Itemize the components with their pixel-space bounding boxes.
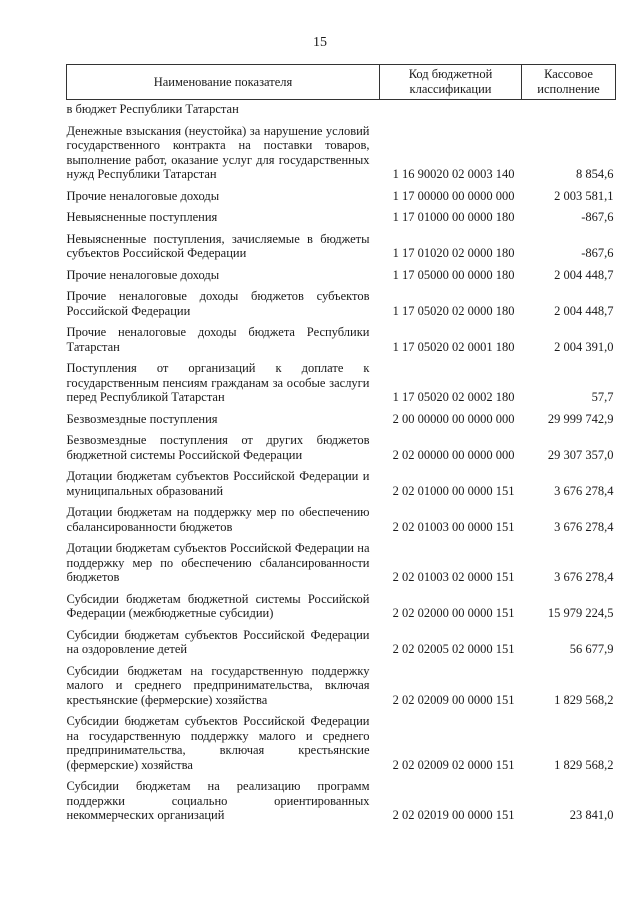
row-code: 2 02 02005 02 0000 151 (392, 642, 515, 656)
row-amount: 15 979 224,5 (547, 606, 614, 620)
table-row (67, 318, 616, 354)
table-row (67, 354, 616, 405)
row-code: 2 02 02009 02 0000 151 (392, 757, 515, 772)
header-amount: Кассовое исполнение (522, 65, 616, 100)
row-name: в бюджет Республики Татарстан (66, 102, 239, 116)
row-code: 2 02 02019 00 0000 151 (392, 808, 515, 822)
budget-table (66, 64, 616, 823)
row-amount: 3 676 278,4 (554, 519, 614, 534)
row-code: 2 02 02009 00 0000 151 (392, 692, 515, 707)
row-name: Субсидии бюджетам субъектов Российской Федерации на оздоровление детей (66, 627, 370, 656)
row-name: Прочие неналоговые доходы (66, 188, 220, 203)
page-number: 15 (313, 35, 327, 50)
row-amount: 29 999 742,9 (547, 411, 614, 426)
row-code: 1 17 01020 02 0000 180 (392, 246, 515, 260)
row-amount: 2 004 448,7 (554, 303, 614, 318)
row-name: Прочие неналоговые доходы (66, 267, 220, 282)
table-row (67, 462, 616, 498)
row-amount: 3 676 278,4 (554, 570, 614, 584)
row-name: Невыясненные поступления (66, 210, 218, 224)
row-name: Невыясненные поступления, зачисляемые в бюджеты субъектов Российской Федерации (66, 231, 370, 260)
table-row (67, 772, 616, 823)
row-code: 1 17 01000 00 0000 180 (392, 210, 515, 224)
row-name: Денежные взыскания (неустойка) за нарушение условий государственного контракта на поставки товаров, выполнение работ, оказание услуг для государственных нужд Республики Татарстан (66, 123, 370, 181)
row-name: Субсидии бюджетам на государственную поддержку малого и среднего предпринимательства, включая крестьянские (фермерские) хозяйства (66, 663, 370, 707)
row-code: 1 17 00000 00 0000 000 (392, 188, 515, 203)
row-name: Безвозмездные поступления от других бюджетов бюджетной системы Российской Федерации (66, 433, 370, 462)
row-code: 2 00 00000 00 0000 000 (392, 411, 515, 426)
row-amount (522, 100, 616, 117)
row-amount: 57,7 (591, 390, 614, 404)
table-row (67, 261, 616, 283)
row-code: 2 02 01003 02 0000 151 (392, 570, 515, 584)
row-name: Поступления от организаций к доплате к государственным пенсиям гражданам за особые заслуги перед Республикой Татарстан (66, 361, 370, 404)
row-amount: 29 307 357,0 (547, 447, 614, 462)
row-code: 2 02 01000 00 0000 151 (392, 483, 515, 498)
table-row (67, 426, 616, 462)
table-row (67, 282, 616, 318)
row-amount: 56 677,9 (569, 642, 614, 656)
row-name: Дотации бюджетам субъектов Российской Федерации на поддержку мер по обеспечению сбалансированности бюджетов (66, 541, 370, 584)
table-row (67, 405, 616, 427)
row-name: Дотации бюджетам на поддержку мер по обеспечению сбалансированности бюджетов (66, 505, 370, 534)
table-row (67, 182, 616, 204)
table-row (67, 117, 616, 182)
row-amount: 23 841,0 (569, 808, 614, 822)
row-amount: 1 829 568,2 (554, 692, 614, 707)
row-code: 1 17 05020 02 0001 180 (392, 339, 515, 354)
header-code: Код бюджетной классификации (380, 65, 522, 100)
table-row (67, 203, 616, 225)
table-row (67, 585, 616, 621)
table-row (67, 621, 616, 657)
row-name: Дотации бюджетам субъектов Российской Федерации и муниципальных образований (66, 469, 370, 498)
row-code: 1 17 05000 00 0000 180 (392, 267, 515, 282)
row-amount: 1 829 568,2 (554, 757, 614, 772)
row-amount: -867,6 (581, 210, 614, 224)
table-body (67, 100, 616, 823)
row-code: 2 02 00000 00 0000 000 (392, 447, 515, 462)
header-name: Наименование показателя (67, 65, 380, 100)
row-code: 1 17 05020 02 0002 180 (392, 390, 515, 404)
row-amount: 3 676 278,4 (554, 483, 614, 498)
row-amount: 2 003 581,1 (554, 188, 614, 203)
table-row (67, 707, 616, 772)
row-name: Субсидии бюджетам субъектов Российской Федерации на государственную поддержку малого и среднего предпринимательства, включая крестьянские (фермерские) хозяйства (66, 714, 370, 772)
table-header-row (67, 65, 616, 100)
row-code: 1 16 90020 02 0003 140 (392, 167, 515, 181)
row-amount: 8 854,6 (576, 167, 614, 181)
row-code: 2 02 02000 00 0000 151 (392, 606, 515, 620)
row-name: Безвозмездные поступления (66, 411, 218, 426)
row-name: Субсидии бюджетам на реализацию программ поддержки социально ориентированных некоммерческих организаций (66, 779, 370, 822)
row-name: Прочие неналоговые доходы бюджетов субъектов Российской Федерации (66, 289, 370, 318)
table-row (67, 657, 616, 708)
table-row (67, 225, 616, 261)
row-amount: -867,6 (581, 246, 614, 260)
table-row (67, 498, 616, 534)
row-code (380, 100, 522, 117)
table-row (67, 100, 616, 117)
row-amount: 2 004 448,7 (554, 267, 614, 282)
row-code: 2 02 01003 00 0000 151 (392, 519, 515, 534)
row-amount: 2 004 391,0 (554, 339, 614, 354)
row-name: Субсидии бюджетам бюджетной системы Российской Федерации (межбюджетные субсидии) (66, 591, 370, 620)
table-row (67, 534, 616, 585)
row-name: Прочие неналоговые доходы бюджета Республики Татарстан (66, 325, 370, 354)
row-code: 1 17 05020 02 0000 180 (392, 303, 515, 318)
